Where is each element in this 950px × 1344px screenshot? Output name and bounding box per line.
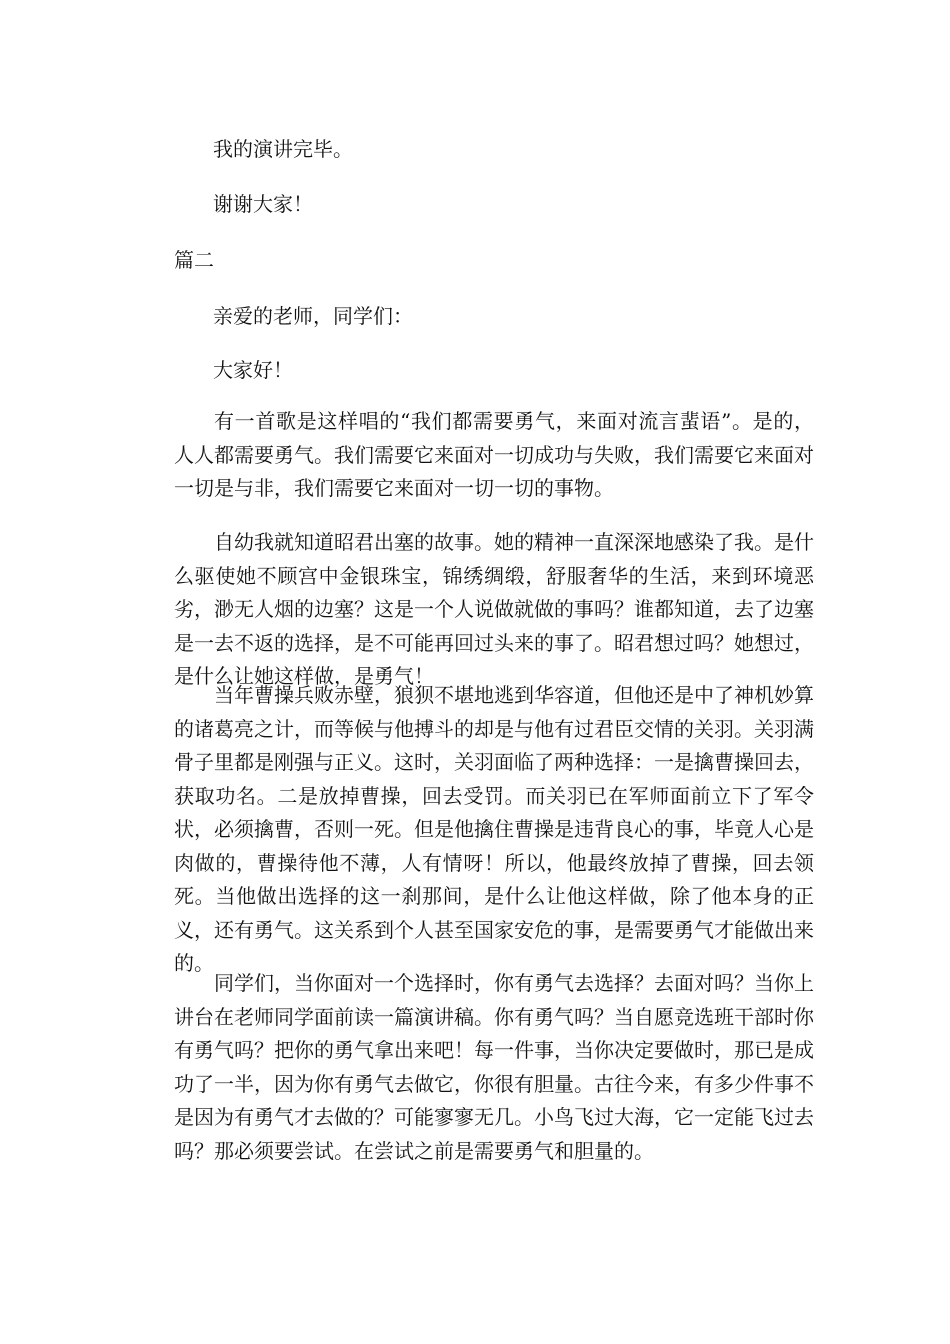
paragraph-2: 自幼我就知道昭君出塞的故事。她的精神一直深深地感染了我。是什么驱使她不顾宫中金银珠宝，锦绣绸缎，舒服奢华的生活，来到环境恶劣，渺无人烟的边塞？这是一个人说做就做的事吗？谁都知道，去了边塞是一去不返的选择，是不可能再回过头来的事了。昭君想过吗？她想过，是什么让她这样做，是勇气！ bbox=[174, 530, 814, 688]
paragraph-1: 有一首歌是这样唱的“我们都需要勇气，来面对流言蜚语”。是的，人人都需要勇气。我们需要它来面对一切成功与失败，我们需要它来面对一切是与非，我们需要它来面对一切一切的事物。 bbox=[174, 409, 814, 500]
section-heading: 篇二 bbox=[174, 248, 214, 272]
paragraph-3: 当年曹操兵败赤壁，狼狈不堪地逃到华容道，但他还是中了神机妙算的诸葛亮之计，而等候与他搏斗的却是与他有过君臣交情的关羽。关羽满骨子里都是刚强与正义。这时，关羽面临了两种选择：一是擒曹操回去，获取功名。二是放掉曹操，回去受罚。而关羽已在军师面前立下了军令状，必须擒曹，否则一死。但是他擒住曹操是违背良心的事，毕竟人心是肉做的，曹操待他不薄，人有情呀！所以，他最终放掉了曹操，回去领死。当他做出选择的这一刹那间，是什么让他这样做，除了他本身的正义，还有勇气。这关系到个人甚至国家安危的事，是需要勇气才能做出来的。 bbox=[174, 683, 814, 975]
greeting: 大家好！ bbox=[213, 358, 293, 382]
thanks-line: 谢谢大家！ bbox=[213, 192, 313, 216]
closing-line: 我的演讲完毕。 bbox=[213, 137, 353, 161]
salutation: 亲爱的老师，同学们： bbox=[213, 304, 413, 328]
paragraph-4: 同学们，当你面对一个选择时，你有勇气去选择？去面对吗？当你上讲台在老师同学面前读一篇演讲稿。你有勇气吗？当自愿竞选班干部时你有勇气吗？把你的勇气拿出来吧！每一件事，当你决定要做时，那已是成功了一半，因为你有勇气去做它，你很有胆量。古往今来，有多少件事不是因为有勇气才去做的？可能寥寥无几。小鸟飞过大海，它一定能飞过去吗？那必须要尝试。在尝试之前是需要勇气和胆量的。 bbox=[174, 971, 814, 1163]
